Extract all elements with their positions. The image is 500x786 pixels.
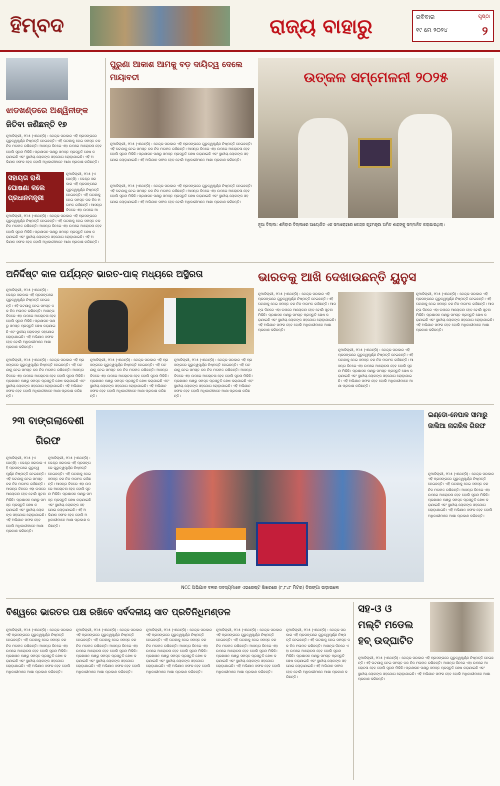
indo-nepal-headline: ଇଣ୍ଡୋ-ନେପାଳ ସୀମାରୁ ଜାଲିଆ ନାଗରିକ ଗିରଫ bbox=[428, 411, 488, 430]
everest-caption: NCC ଅଭିଯାନ ଦଳର ସଦସ୍ୟମାନେ ଏଭରେଷ୍ଟ ଶିଖରରେ (୮,୮୪୮ ମିଟର) ତିରଙ୍ଗା ଉଡ଼ାଇଲେ bbox=[181, 586, 339, 591]
hub-headline-2: ମଲ୍ଟି ମଡେଲ bbox=[358, 620, 414, 631]
hub-body: ନୂଆଦିଲ୍ଲୀ, ୧୮ା୫ (ଏଜେନ୍ସି) : କେନ୍ଦ୍ର ସରକାର ଏହି ପ୍ରସଙ୍ଗରେ ଗୁରୁତ୍ୱପୂର୍ଣ୍ଣ ନିଷ୍ପତ୍ତି ନେଇଛନ୍ତି। ଏହି ଘଟଣାକୁ ନେଇ ସମସ୍ତ ଦଳ ନିଜ ମତାମତ ରଖିଛନ୍ତି। ଆସନ୍ତା ଦିନରେ ଏହା ଉପରେ ଆଲୋଚନା ହେବ ବୋଲି ସୂଚନା ମିଳିଛି। ପ୍ରଶାସନ ପକ୍ଷରୁ ସମସ୍ତ ପ୍ରସ୍ତୁତି ଶେଷ କରାଯାଇଛି ଏବଂ ସ୍ଥାନୀୟ ଲୋକଙ୍କ ସହଯୋଗ ଲୋଡ଼ାଯାଇଛି। ଏହି ଅଭିଯାନ ସଫଳ ହେବ ବୋଲି ଅଧିକାରୀମାନେ ଆଶା ପ୍ରକାଶ କରିଛନ୍ତି। bbox=[358, 656, 494, 681]
arrest-body-1: ନୂଆଦିଲ୍ଲୀ, ୧୮ା୫ (ଏଜେନ୍ସି) : କେନ୍ଦ୍ର ସରକାର ଏହି ପ୍ରସଙ୍ଗରେ ଗୁରୁତ୍ୱପୂର୍ଣ୍ଣ ନିଷ୍ପତ୍ତି ନେଇଛନ୍ତି। ଏହି ଘଟଣାକୁ ନେଇ ସମସ୍ତ ଦଳ ନିଜ ମତାମତ ରଖିଛନ୍ତି। ଆସନ୍ତା ଦିନରେ ଏହା ଉପରେ ଆଲୋଚନା ହେବ ବୋଲି ସୂଚନା ମିଳିଛି। ପ୍ରଶାସନ ପକ୍ଷରୁ ସମସ୍ତ ପ୍ରସ୍ତୁତି ଶେଷ କରାଯାଇଛି ଏବଂ ସ୍ଥାନୀୟ ଲୋକଙ୍କ ସହଯୋଗ ଲୋଡ଼ାଯାଇଛି। ଏହି ଅଭିଯାନ ସଫଳ ହେବ ବୋଲି ଅଧିକାରୀମାନେ ଆଶା ପ୍ରକାଶ କରିଛନ୍ତି। bbox=[6, 456, 46, 533]
yunus-headline: ଭାରତକୁ ଆଖି ଦେଖାଉଛନ୍ତି ୟୁନୁସ bbox=[258, 270, 417, 284]
wide-headline: ଅନିର୍ଦ୍ଦିଷ୍ଟ କାଳ ପର୍ଯ୍ୟନ୍ତ ଭାରତ-ପାକ୍ ମଧ୍ୟରେ ଅସ୍ଥିରତା bbox=[6, 270, 203, 280]
page-label: ପୃଷ୍ଠା bbox=[478, 14, 490, 20]
delegation-body-3: ନୂଆଦିଲ୍ଲୀ, ୧୮ା୫ (ଏଜେନ୍ସି) : କେନ୍ଦ୍ର ସରକାର ଏହି ପ୍ରସଙ୍ଗରେ ଗୁରୁତ୍ୱପୂର୍ଣ୍ଣ ନିଷ୍ପତ୍ତି ନେଇଛନ୍ତି। ଏହି ଘଟଣାକୁ ନେଇ ସମସ୍ତ ଦଳ ନିଜ ମତାମତ ରଖିଛନ୍ତି। ଆସନ୍ତା ଦିନରେ ଏହା ଉପରେ ଆଲୋଚନା ହେବ ବୋଲି ସୂଚନା ମିଳିଛି। ପ୍ରଶାସନ ପକ୍ଷରୁ ସମସ୍ତ ପ୍ରସ୍ତୁତି ଶେଷ କରାଯାଇଛି ଏବଂ ସ୍ଥାନୀୟ ଲୋକଙ୍କ ସହଯୋଗ ଲୋଡ଼ାଯାଇଛି। ଏହି ଅଭିଯାନ ସଫଳ ହେବ ବୋଲି ଅଧିକାରୀମାନେ ଆଶା ପ୍ରକାଶ କରିଛନ୍ତି। bbox=[146, 628, 212, 674]
mayawati-photo bbox=[110, 88, 254, 138]
soldier-body-2: ନୂଆଦିଲ୍ଲୀ, ୧୮ା୫ (ଏଜେନ୍ସି) : କେନ୍ଦ୍ର ସରକାର ଏହି ପ୍ରସଙ୍ଗରେ ଗୁରୁତ୍ୱପୂର୍ଣ୍ଣ ନିଷ୍ପତ୍ତି ନେଇଛନ୍ତି। ଏହି ଘଟଣାକୁ ନେଇ ସମସ୍ତ ଦଳ ନିଜ ମତାମତ ରଖିଛନ୍ତି। ଆସନ୍ତା ଦିନରେ ଏହା ଉପରେ ଆଲୋଚନା ହେବ ବୋଲି ସୂଚନା ମିଳିଛି। ପ୍ରଶାସନ ପକ୍ଷରୁ ସମସ୍ତ ପ୍ରସ୍ତୁତି ଶେଷ କରାଯାଇଛି ଏବଂ ସ୍ଥାନୀୟ ଲୋକଙ୍କ ସହଯୋଗ ଲୋଡ଼ାଯାଇଛି। ଏହି ଅଭିଯାନ ସଫଳ ହେବ ବୋଲି ଅଧିକାରୀମାନେ ଆଶା ପ୍ରକାଶ କରିଛନ୍ତି। bbox=[90, 358, 170, 399]
main-photo-caption: ନୂଆ ଦିଲ୍ଲୀ: ଶନିବାର ଦିଲ୍ଲୀରେ ଆୟୋଜିତ ଏକ ସମାରୋହରେ କେନ୍ଦ୍ର ଗୃହମନ୍ତ୍ରୀ ଅମିତ ଶାହଙ୍କୁ ସମ୍ମାନିତ କରାଯାଇଥିଲା। bbox=[258, 222, 445, 227]
person-right bbox=[398, 114, 452, 218]
yunus-body-1: ନୂଆଦିଲ୍ଲୀ, ୧୮ା୫ (ଏଜେନ୍ସି) : କେନ୍ଦ୍ର ସରକାର ଏହି ପ୍ରସଙ୍ଗରେ ଗୁରୁତ୍ୱପୂର୍ଣ୍ଣ ନିଷ୍ପତ୍ତି ନେଇଛନ୍ତି। ଏହି ଘଟଣାକୁ ନେଇ ସମସ୍ତ ଦଳ ନିଜ ମତାମତ ରଖିଛନ୍ତି। ଆସନ୍ତା ଦିନରେ ଏହା ଉପରେ ଆଲୋଚନା ହେବ ବୋଲି ସୂଚନା ମିଳିଛି। ପ୍ରଶାସନ ପକ୍ଷରୁ ସମସ୍ତ ପ୍ରସ୍ତୁତି ଶେଷ କରାଯାଇଛି ଏବଂ ସ୍ଥାନୀୟ ଲୋକଙ୍କ ସହଯୋଗ ଲୋଡ଼ାଯାଇଛି। ଏହି ଅଭିଯାନ ସଫଳ ହେବ ବୋଲି ଅଧିକାରୀମାନେ ଆଶା ପ୍ରକାଶ କରିଛନ୍ତି। bbox=[258, 292, 336, 333]
section-rule-3 bbox=[6, 598, 494, 599]
left-quote: ସହାୟତା ରାଶି ଘୋଷଣା କଲେ ପ୍ରଧାନମନ୍ତ୍ରୀ bbox=[8, 174, 45, 202]
masthead-collage bbox=[90, 6, 230, 46]
everest-team-photo bbox=[96, 410, 424, 582]
stage-banner: ଉତ୍କଳ ସମ୍ମେଳନୀ ୨୦୨୫ bbox=[303, 70, 449, 86]
section-rule-1 bbox=[6, 262, 494, 263]
delegation-body-4: ନୂଆଦିଲ୍ଲୀ, ୧୮ା୫ (ଏଜେନ୍ସି) : କେନ୍ଦ୍ର ସରକାର ଏହି ପ୍ରସଙ୍ଗରେ ଗୁରୁତ୍ୱପୂର୍ଣ୍ଣ ନିଷ୍ପତ୍ତି ନେଇଛନ୍ତି। ଏହି ଘଟଣାକୁ ନେଇ ସମସ୍ତ ଦଳ ନିଜ ମତାମତ ରଖିଛନ୍ତି। ଆସନ୍ତା ଦିନରେ ଏହା ଉପରେ ଆଲୋଚନା ହେବ ବୋଲି ସୂଚନା ମିଳିଛି। ପ୍ରଶାସନ ପକ୍ଷରୁ ସମସ୍ତ ପ୍ରସ୍ତୁତି ଶେଷ କରାଯାଇଛି ଏବଂ ସ୍ଥାନୀୟ ଲୋକଙ୍କ ସହଯୋଗ ଲୋଡ଼ାଯାଇଛି। ଏହି ଅଭିଯାନ ସଫଳ ହେବ ବୋଲି ଅଧିକାରୀମାନେ ଆଶା ପ୍ରକାଶ କରିଛନ୍ତି। bbox=[216, 628, 282, 674]
section-title: ରାଜ୍ୟ ବାହାରୁ bbox=[269, 14, 373, 38]
hub-headline-1: ସହ-ଓ ଓ bbox=[358, 604, 392, 615]
yunus-modi-photo bbox=[338, 292, 414, 344]
arrest-body-2: ନୂଆଦିଲ୍ଲୀ, ୧୮ା୫ (ଏଜେନ୍ସି) : କେନ୍ଦ୍ର ସରକାର ଏହି ପ୍ରସଙ୍ଗରେ ଗୁରୁତ୍ୱପୂର୍ଣ୍ଣ ନିଷ୍ପତ୍ତି ନେଇଛନ୍ତି। ଏହି ଘଟଣାକୁ ନେଇ ସମସ୍ତ ଦଳ ନିଜ ମତାମତ ରଖିଛନ୍ତି। ଆସନ୍ତା ଦିନରେ ଏହା ଉପରେ ଆଲୋଚନା ହେବ ବୋଲି ସୂଚନା ମିଳିଛି। ପ୍ରଶାସନ ପକ୍ଷରୁ ସମସ୍ତ ପ୍ରସ୍ତୁତି ଶେଷ କରାଯାଇଛି ଏବଂ ସ୍ଥାନୀୟ ଲୋକଙ୍କ ସହଯୋଗ ଲୋଡ଼ାଯାଇଛି। ଏହି ଅଭିଯାନ ସଫଳ ହେବ ବୋଲି ଅଧିକାରୀମାନେ ଆଶା ପ୍ରକାଶ କରିଛନ୍ତି। bbox=[48, 456, 92, 528]
delegation-headline: ବିଶ୍ୱରେ ଭାରତର ପକ୍ଷ ରଖିବେ ସର୍ବଦଳୀୟ ସାତ ପ୍ରତିନିଧିମଣ୍ଡଳ bbox=[6, 608, 231, 618]
indo-nepal-body: ନୂଆଦିଲ୍ଲୀ, ୧୮ା୫ (ଏଜେନ୍ସି) : କେନ୍ଦ୍ର ସରକାର ଏହି ପ୍ରସଙ୍ଗରେ ଗୁରୁତ୍ୱପୂର୍ଣ୍ଣ ନିଷ୍ପତ୍ତି ନେଇଛନ୍ତି। ଏହି ଘଟଣାକୁ ନେଇ ସମସ୍ତ ଦଳ ନିଜ ମତାମତ ରଖିଛନ୍ତି। ଆସନ୍ତା ଦିନରେ ଏହା ଉପରେ ଆଲୋଚନା ହେବ ବୋଲି ସୂଚନା ମିଳିଛି। ପ୍ରଶାସନ ପକ୍ଷରୁ ସମସ୍ତ ପ୍ରସ୍ତୁତି ଶେଷ କରାଯାଇଛି ଏବଂ ସ୍ଥାନୀୟ ଲୋକଙ୍କ ସହଯୋଗ ଲୋଡ଼ାଯାଇଛି। ଏହି ଅଭିଯାନ ସଫଳ ହେବ ବୋଲି ଅଧିକାରୀମାନେ ଆଶା ପ୍ରକାଶ କରିଛନ୍ତି। bbox=[428, 472, 494, 518]
main-event-photo bbox=[258, 58, 494, 218]
column-divider-2 bbox=[353, 602, 354, 780]
paper-logo: ହିମ୍ବଦ bbox=[10, 13, 65, 37]
arrest-headline: ୨୩ ବାଙ୍ଗଲାଦେଶୀ ଗିରଫ bbox=[12, 416, 84, 447]
date-label: ୧୯ ମେ ୨୦୨୪ bbox=[416, 27, 448, 34]
left-quote-box bbox=[6, 172, 64, 212]
section-rule-2 bbox=[6, 404, 494, 405]
hub-headline-3: ହବ୍ ଉଦ୍‌ଘାଟିତ bbox=[358, 636, 414, 647]
date-box bbox=[412, 10, 494, 42]
page-number: ୨ bbox=[482, 24, 488, 38]
masthead bbox=[0, 0, 500, 52]
left-body-2: ନୂଆଦିଲ୍ଲୀ, ୧୮ା୫ (ଏଜେନ୍ସି) : କେନ୍ଦ୍ର ସରକାର ଏହି ପ୍ରସଙ୍ଗରେ ଗୁରୁତ୍ୱପୂର୍ଣ୍ଣ ନିଷ୍ପତ୍ତି ନେଇଛନ୍ତି। ଏହି ଘଟଣାକୁ ନେଇ ସମସ୍ତ ଦଳ ନିଜ ମତାମତ ରଖିଛନ୍ତି। ଆସନ୍ତା ଦିନରେ ଏହା ଉପରେ ଆ bbox=[66, 172, 102, 212]
pakistan-flag bbox=[164, 298, 246, 344]
soldier-body-3: ନୂଆଦିଲ୍ଲୀ, ୧୮ା୫ (ଏଜେନ୍ସି) : କେନ୍ଦ୍ର ସରକାର ଏହି ପ୍ରସଙ୍ଗରେ ଗୁରୁତ୍ୱପୂର୍ଣ୍ଣ ନିଷ୍ପତ୍ତି ନେଇଛନ୍ତି। ଏହି ଘଟଣାକୁ ନେଇ ସମସ୍ତ ଦଳ ନିଜ ମତାମତ ରଖିଛନ୍ତି। ଆସନ୍ତା ଦିନରେ ଏହା ଉପରେ ଆଲୋଚନା ହେବ ବୋଲି ସୂଚନା ମିଳିଛି। ପ୍ରଶାସନ ପକ୍ଷରୁ ସମସ୍ତ ପ୍ରସ୍ତୁତି ଶେଷ କରାଯାଇଛି ଏବଂ ସ୍ଥାନୀୟ ଲୋକଙ୍କ ସହଯୋଗ ଲୋଡ଼ାଯାଇଛି। ଏହି ଅଭିଯାନ ସଫଳ ହେବ ବୋଲି ଅଧିକାରୀମାନେ ଆଶା ପ୍ରକାଶ କରିଛନ୍ତି। bbox=[174, 358, 254, 399]
yunus-body-3: ନୂଆଦିଲ୍ଲୀ, ୧୮ା୫ (ଏଜେନ୍ସି) : କେନ୍ଦ୍ର ସରକାର ଏହି ପ୍ରସଙ୍ଗରେ ଗୁରୁତ୍ୱପୂର୍ଣ୍ଣ ନିଷ୍ପତ୍ତି ନେଇଛନ୍ତି। ଏହି ଘଟଣାକୁ ନେଇ ସମସ୍ତ ଦଳ ନିଜ ମତାମତ ରଖିଛନ୍ତି। ଆସନ୍ତା ଦିନରେ ଏହା ଉପରେ ଆଲୋଚନା ହେବ ବୋଲି ସୂଚନା ମିଳିଛି। ପ୍ରଶାସନ ପକ୍ଷରୁ ସମସ୍ତ ପ୍ରସ୍ତୁତି ଶେଷ କରାଯାଇଛି ଏବଂ ସ୍ଥାନୀୟ ଲୋକଙ୍କ ସହଯୋଗ ଲୋଡ଼ାଯାଇଛି। ଏହି ଅଭିଯାନ ସଫଳ ହେବ ବୋଲି ଅଧିକାରୀମାନେ ଆଶା ପ୍ରକାଶ କରିଛନ୍ତି। bbox=[416, 292, 494, 333]
hub-inauguration-photo bbox=[430, 602, 494, 652]
top-body-2: ନୂଆଦିଲ୍ଲୀ, ୧୮ା୫ (ଏଜେନ୍ସି) : କେନ୍ଦ୍ର ସରକାର ଏହି ପ୍ରସଙ୍ଗରେ ଗୁରୁତ୍ୱପୂର୍ଣ୍ଣ ନିଷ୍ପତ୍ତି ନେଇଛନ୍ତି। ଏହି ଘଟଣାକୁ ନେଇ ସମସ୍ତ ଦଳ ନିଜ ମତାମତ ରଖିଛନ୍ତି। ଆସନ୍ତା ଦିନରେ ଏହା ଉପରେ ଆଲୋଚନା ହେବ ବୋଲି ସୂଚନା ମିଳିଛି। ପ୍ରଶାସନ ପକ୍ଷରୁ ସମସ୍ତ ପ୍ରସ୍ତୁତି ଶେଷ କରାଯାଇଛି ଏବଂ ସ୍ଥାନୀୟ ଲୋକଙ୍କ ସହଯୋଗ ଲୋଡ଼ାଯାଇଛି। ଏହି ଅଭିଯାନ ସଫଳ ହେବ ବୋଲି ଅଧିକାରୀମାନେ ଆଶା ପ୍ରକାଶ କରିଛନ୍ତି। bbox=[110, 184, 253, 204]
top-headline: ପୁରୁଣା ଆକାଶ ଆମକୁ ବଡ଼ ଦାୟିତ୍ୱ ଦେଲେ ମାୟାବତୀ bbox=[110, 59, 243, 82]
modi-photo bbox=[6, 58, 68, 100]
column-divider bbox=[105, 58, 106, 262]
soldier-flag-photo bbox=[58, 288, 254, 354]
nepal-flag bbox=[256, 522, 308, 566]
indian-flag bbox=[176, 528, 246, 564]
soldier-silhouette bbox=[88, 300, 128, 352]
day-label: ରବିବାର bbox=[416, 14, 435, 21]
person-left bbox=[298, 118, 348, 218]
delegation-body-1: ନୂଆଦିଲ୍ଲୀ, ୧୮ା୫ (ଏଜେନ୍ସି) : କେନ୍ଦ୍ର ସରକାର ଏହି ପ୍ରସଙ୍ଗରେ ଗୁରୁତ୍ୱପୂର୍ଣ୍ଣ ନିଷ୍ପତ୍ତି ନେଇଛନ୍ତି। ଏହି ଘଟଣାକୁ ନେଇ ସମସ୍ତ ଦଳ ନିଜ ମତାମତ ରଖିଛନ୍ତି। ଆସନ୍ତା ଦିନରେ ଏହା ଉପରେ ଆଲୋଚନା ହେବ ବୋଲି ସୂଚନା ମିଳିଛି। ପ୍ରଶାସନ ପକ୍ଷରୁ ସମସ୍ତ ପ୍ରସ୍ତୁତି ଶେଷ କରାଯାଇଛି ଏବଂ ସ୍ଥାନୀୟ ଲୋକଙ୍କ ସହଯୋଗ ଲୋଡ଼ାଯାଇଛି। ଏହି ଅଭିଯାନ ସଫଳ ହେବ ବୋଲି ଅଧିକାରୀମାନେ ଆଶା ପ୍ରକାଶ କରିଛନ୍ତି। bbox=[6, 628, 72, 674]
award-plaque bbox=[358, 138, 392, 168]
yunus-body-2: ନୂଆଦିଲ୍ଲୀ, ୧୮ା୫ (ଏଜେନ୍ସି) : କେନ୍ଦ୍ର ସରକାର ଏହି ପ୍ରସଙ୍ଗରେ ଗୁରୁତ୍ୱପୂର୍ଣ୍ଣ ନିଷ୍ପତ୍ତି ନେଇଛନ୍ତି। ଏହି ଘଟଣାକୁ ନେଇ ସମସ୍ତ ଦଳ ନିଜ ମତାମତ ରଖିଛନ୍ତି। ଆସନ୍ତା ଦିନରେ ଏହା ଉପରେ ଆଲୋଚନା ହେବ ବୋଲି ସୂଚନା ମିଳିଛି। ପ୍ରଶାସନ ପକ୍ଷରୁ ସମସ୍ତ ପ୍ରସ୍ତୁତି ଶେଷ କରାଯାଇଛି ଏବଂ ସ୍ଥାନୀୟ ଲୋକଙ୍କ ସହଯୋଗ ଲୋଡ଼ାଯାଇଛି। ଏହି ଅଭିଯାନ ସଫଳ ହେବ ବୋଲି ଅଧିକାରୀମାନେ ଆଶା ପ୍ରକାଶ କରିଛନ୍ତି। bbox=[338, 348, 414, 389]
soldier-body-1: ନୂଆଦିଲ୍ଲୀ, ୧୮ା୫ (ଏଜେନ୍ସି) : କେନ୍ଦ୍ର ସରକାର ଏହି ପ୍ରସଙ୍ଗରେ ଗୁରୁତ୍ୱପୂର୍ଣ୍ଣ ନିଷ୍ପତ୍ତି ନେଇଛନ୍ତି। ଏହି ଘଟଣାକୁ ନେଇ ସମସ୍ତ ଦଳ ନିଜ ମତାମତ ରଖିଛନ୍ତି। ଆସନ୍ତା ଦିନରେ ଏହା ଉପରେ ଆଲୋଚନା ହେବ ବୋଲି ସୂଚନା ମିଳିଛି। ପ୍ରଶାସନ ପକ୍ଷରୁ ସମସ୍ତ ପ୍ରସ୍ତୁତି ଶେଷ କରାଯାଇଛି ଏବଂ ସ୍ଥାନୀୟ ଲୋକଙ୍କ ସହଯୋଗ ଲୋଡ଼ାଯାଇଛି। ଏହି ଅଭିଯାନ ସଫଳ ହେବ ବୋଲି ଅଧିକାରୀମାନେ ଆଶା ପ୍ରକାଶ କରିଛନ୍ତି। bbox=[6, 358, 86, 399]
left-body-1: ନୂଆଦିଲ୍ଲୀ, ୧୮ା୫ (ଏଜେନ୍ସି) : କେନ୍ଦ୍ର ସରକାର ଏହି ପ୍ରସଙ୍ଗରେ ଗୁରୁତ୍ୱପୂର୍ଣ୍ଣ ନିଷ୍ପତ୍ତି ନେଇଛନ୍ତି। ଏହି ଘଟଣାକୁ ନେଇ ସମସ୍ତ ଦଳ ନିଜ ମତାମତ ରଖିଛନ୍ତି। ଆସନ୍ତା ଦିନରେ ଏହା ଉପରେ ଆଲୋଚନା ହେବ ବୋଲି ସୂଚନା ମିଳିଛି। ପ୍ରଶାସନ ପକ୍ଷରୁ ସମସ୍ତ ପ୍ରସ୍ତୁତି ଶେଷ କରାଯାଇଛି ଏବଂ ସ୍ଥାନୀୟ ଲୋକଙ୍କ ସହଯୋଗ ଲୋଡ଼ାଯାଇଛି। ଏହି ଅଭିଯାନ ସଫଳ ହେବ ବୋଲି ଅଧିକାରୀମାନେ ଆଶା ପ୍ରକାଶ କରିଛନ୍ତି। bbox=[6, 134, 102, 165]
top-body-1: ନୂଆଦିଲ୍ଲୀ, ୧୮ା୫ (ଏଜେନ୍ସି) : କେନ୍ଦ୍ର ସରକାର ଏହି ପ୍ରସଙ୍ଗରେ ଗୁରୁତ୍ୱପୂର୍ଣ୍ଣ ନିଷ୍ପତ୍ତି ନେଇଛନ୍ତି। ଏହି ଘଟଣାକୁ ନେଇ ସମସ୍ତ ଦଳ ନିଜ ମତାମତ ରଖିଛନ୍ତି। ଆସନ୍ତା ଦିନରେ ଏହା ଉପରେ ଆଲୋଚନା ହେବ ବୋଲି ସୂଚନା ମିଳିଛି। ପ୍ରଶାସନ ପକ୍ଷରୁ ସମସ୍ତ ପ୍ରସ୍ତୁତି ଶେଷ କରାଯାଇଛି ଏବଂ ସ୍ଥାନୀୟ ଲୋକଙ୍କ ସହଯୋଗ ଲୋଡ଼ାଯାଇଛି। ଏହି ଅଭିଯାନ ସଫଳ ହେବ ବୋଲି ଅଧିକାରୀମାନେ ଆଶା ପ୍ରକାଶ କରିଛନ୍ତି। bbox=[110, 142, 253, 162]
soldier-body-left: ନୂଆଦିଲ୍ଲୀ, ୧୮ା୫ (ଏଜେନ୍ସି) : କେନ୍ଦ୍ର ସରକାର ଏହି ପ୍ରସଙ୍ଗରେ ଗୁରୁତ୍ୱପୂର୍ଣ୍ଣ ନିଷ୍ପତ୍ତି ନେଇଛନ୍ତି। ଏହି ଘଟଣାକୁ ନେଇ ସମସ୍ତ ଦଳ ନିଜ ମତାମତ ରଖିଛନ୍ତି। ଆସନ୍ତା ଦିନରେ ଏହା ଉପରେ ଆଲୋଚନା ହେବ ବୋଲି ସୂଚନା ମିଳିଛି। ପ୍ରଶାସନ ପକ୍ଷରୁ ସମସ୍ତ ପ୍ରସ୍ତୁତି ଶେଷ କରାଯାଇଛି ଏବଂ ସ୍ଥାନୀୟ ଲୋକଙ୍କ ସହଯୋଗ ଲୋଡ଼ାଯାଇଛି। ଏହି ଅଭିଯାନ ସଫଳ ହେବ ବୋଲି ଅଧିକାରୀମାନେ ଆଶା ପ୍ରକାଶ କରିଛନ୍ତି। bbox=[6, 288, 56, 350]
delegation-body-2: ନୂଆଦିଲ୍ଲୀ, ୧୮ା୫ (ଏଜେନ୍ସି) : କେନ୍ଦ୍ର ସରକାର ଏହି ପ୍ରସଙ୍ଗରେ ଗୁରୁତ୍ୱପୂର୍ଣ୍ଣ ନିଷ୍ପତ୍ତି ନେଇଛନ୍ତି। ଏହି ଘଟଣାକୁ ନେଇ ସମସ୍ତ ଦଳ ନିଜ ମତାମତ ରଖିଛନ୍ତି। ଆସନ୍ତା ଦିନରେ ଏହା ଉପରେ ଆଲୋଚନା ହେବ ବୋଲି ସୂଚନା ମିଳିଛି। ପ୍ରଶାସନ ପକ୍ଷରୁ ସମସ୍ତ ପ୍ରସ୍ତୁତି ଶେଷ କରାଯାଇଛି ଏବଂ ସ୍ଥାନୀୟ ଲୋକଙ୍କ ସହଯୋଗ ଲୋଡ଼ାଯାଇଛି। ଏହି ଅଭିଯାନ ସଫଳ ହେବ ବୋଲି ଅଧିକାରୀମାନେ ଆଶା ପ୍ରକାଶ କରିଛନ୍ତି। bbox=[76, 628, 142, 674]
left-headline: ଝାଡଖଣ୍ଡରେ ଅଶ୍ୱିନୀଙ୍କ bbox=[6, 105, 89, 115]
left-body-3: ନୂଆଦିଲ୍ଲୀ, ୧୮ା୫ (ଏଜେନ୍ସି) : କେନ୍ଦ୍ର ସରକାର ଏହି ପ୍ରସଙ୍ଗରେ ଗୁରୁତ୍ୱପୂର୍ଣ୍ଣ ନିଷ୍ପତ୍ତି ନେଇଛନ୍ତି। ଏହି ଘଟଣାକୁ ନେଇ ସମସ୍ତ ଦଳ ନିଜ ମତାମତ ରଖିଛନ୍ତି। ଆସନ୍ତା ଦିନରେ ଏହା ଉପରେ ଆଲୋଚନା ହେବ ବୋଲି ସୂଚନା ମିଳିଛି। ପ୍ରଶାସନ ପକ୍ଷରୁ ସମସ୍ତ ପ୍ରସ୍ତୁତି ଶେଷ କରାଯାଇଛି ଏବଂ ସ୍ଥାନୀୟ ଲୋକଙ୍କ ସହଯୋଗ ଲୋଡ଼ାଯାଇଛି। ଏହି ଅଭିଯାନ ସଫଳ ହେବ ବୋଲି ଅଧିକାରୀମାନେ ଆଶା ପ୍ରକାଶ କରିଛନ୍ତି। bbox=[6, 214, 102, 245]
left-subheadline: ଜିତିବା ଜଣିଛନ୍ତି ୧୭ bbox=[6, 119, 68, 129]
section-title-box bbox=[236, 6, 406, 46]
delegation-body-5: ନୂଆଦିଲ୍ଲୀ, ୧୮ା୫ (ଏଜେନ୍ସି) : କେନ୍ଦ୍ର ସରକାର ଏହି ପ୍ରସଙ୍ଗରେ ଗୁରୁତ୍ୱପୂର୍ଣ୍ଣ ନିଷ୍ପତ୍ତି ନେଇଛନ୍ତି। ଏହି ଘଟଣାକୁ ନେଇ ସମସ୍ତ ଦଳ ନିଜ ମତାମତ ରଖିଛନ୍ତି। ଆସନ୍ତା ଦିନରେ ଏହା ଉପରେ ଆଲୋଚନା ହେବ ବୋଲି ସୂଚନା ମିଳିଛି। ପ୍ରଶାସନ ପକ୍ଷରୁ ସମସ୍ତ ପ୍ରସ୍ତୁତି ଶେଷ କରାଯାଇଛି ଏବଂ ସ୍ଥାନୀୟ ଲୋକଙ୍କ ସହଯୋଗ ଲୋଡ଼ାଯାଇଛି। ଏହି ଅଭିଯାନ ସଫଳ ହେବ ବୋଲି ଅଧିକାରୀମାନେ ଆଶା ପ୍ରକାଶ କରିଛନ୍ତି। bbox=[286, 628, 350, 679]
